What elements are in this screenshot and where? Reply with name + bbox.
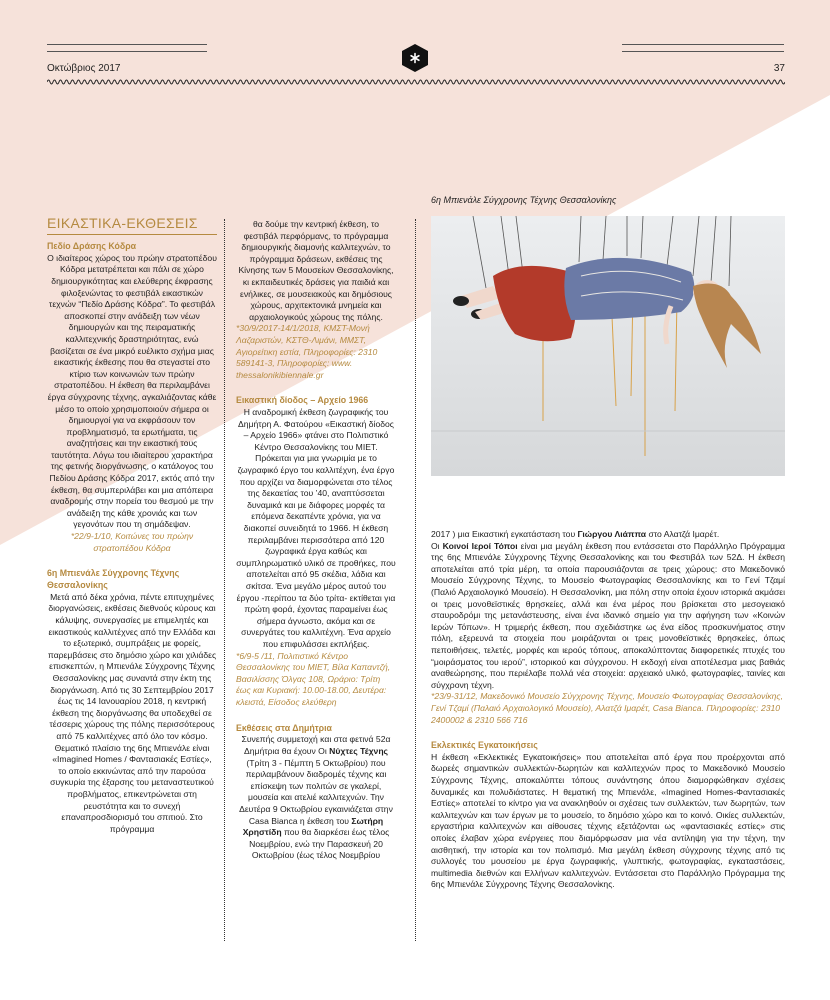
header-wavy-line xyxy=(47,78,785,86)
heading-kodra: Πεδίο Δράσης Κόδρα xyxy=(47,241,137,251)
header-rule-right xyxy=(622,44,784,52)
page-number: 37 xyxy=(773,63,785,74)
header-rule-left xyxy=(47,44,207,52)
column-3 xyxy=(431,529,785,891)
paragraph-kodra: Ο ιδιαίτερος χώρος του πρώην στρατοπέδου Κόδρα μετατρέπεται και πάλι σε χώρο δημιουργικότητας και ελεύθερης έκφρασης φιλοξενώντας το φεστιβάλ εικαστικών τεχνών “Πεδίο Δράσης Κόδρα”. Το φεστιβάλ αποσκοπεί στην ανάδειξη των νέων δημιουργών και της πειραματικής καλλιτεχνικής δραστηριότητας, ενώ βασίζεται σε ένα μικρό ευέλικτο σχήμα μιας εικαστικής έκθεσης που θα στεγαστεί στο κτίριο των κοινωνιών των πρώην στρατοπέδου. Η έκθεση θα περιλαμβάνει έργα σύγχρονης τέχνης, αγκαλιάζοντας κάθε μέσο το οποίο χρησιμοποιούν σήμερα οι δημιουργοί για να εκφράσουν τον προβληματισμό, τα ερωτήματα, τις αναζητήσεις και την εικαστική τους ταυτότητα. Λόγω του ιδιαίτερου χαρακτήρα της φετινής διοργάνωσης, ο κατάλογος του Πεδίου Δράσης Κόδρα 2017, εκτός από την έκθεση, θα συμπεριλάβει και μια απόπειρα αναδρομής στην πορεία του θεσμού με την ανάδειξη της κάθε χρονιάς και των γεγονότων που τη σημάδεψαν. xyxy=(47,252,217,530)
issue-date: Οκτώβριος 2017 xyxy=(47,63,121,74)
paragraph-liappas: 2017 ) μια Εικαστική εγκατάσταση του Γιώργου Λιάππα στο Αλατζά Ιμαρέτ. xyxy=(431,529,720,539)
column-2 xyxy=(236,219,396,862)
heading-archive-1966: Εικαστική δίοδος – Αρχείο 1966 xyxy=(236,395,369,406)
info-sacred-places: *23/9-31/12, Μακεδονικό Μουσείο Σύγχρονης Τέχνης, Μουσείο Φωτογραφίας Θεσσαλονίκης, Γενί Τζαμί (Παλαιό Αρχαιολογικό Μουσείο), Αλατζά Ιμαρέτ, Casa Bianca. Πληροφορίες: 2310 2400002 & 2310 566 716 xyxy=(431,691,783,725)
column-divider-2 xyxy=(415,219,416,941)
info-biennale: *30/9/2017-14/1/2018, ΚΜΣΤ-Μονή Λαζαριστών, ΚΣΤΘ-Λιμάνι, ΜΜΣΤ, Αγιορείτικη εστία, Πληροφορίες: 2310 589141-3, Πληροφορίες: www. thessalonikibiennale.gr xyxy=(236,323,378,380)
column-divider-1 xyxy=(224,219,225,941)
paragraph-archive-1966: Η αναδρομική έκθεση ζωγραφικής του Δημήτρη Α. Φατούρου «Εικαστική δίοδος – Αρχείο 1966» φτάνει στο Πολιτιστικό Κέντρο Θεσσαλονίκης του ΜΙΕΤ. Πρόκειται για μια γνωριμία με το ζωγραφικό έργο του καλλιτέχνη, ένα έργο που αρχίζει να διαμορφώνεται στο τέλος της δεκαετίας του ’40, αναπτύσσεται δυναμικά και με διάφορες μορφές τα επόμενα δεκαπέντε χρόνια, για να διακοπεί συνειδητά το 1966. Η έκθεση περιλαμβάνει περισσότερα από 120 ζωγραφικά έργα καθώς και συμπληρωματικό υλικό σε προθήκες, που αποτελείται από 95 σκέδια, λάδια και σκίτσα. Ένα μεγάλο μέρος αυτού του έργου -περίπου τα δύο τρίτα- εκτίθεται για πρώτη φορά, έχοντας παραμείνει έως σήμερα άγνωστο, ακόμα και σε συνεργάτες του καλλιτέχνη. Ένα αρχείο που επιφυλάσσει εκπλήξεις. xyxy=(236,407,396,649)
heading-eclectic: Εκλεκτικές Εγκατοικήσεις xyxy=(431,740,538,751)
paragraph-sacred-places: Οι Κοινοί Ιεροί Τόποι είναι μια μεγάλη έκθεση που εντάσσεται στο Παράλληλο Πρόγραμμα της 6ης Μπιενάλε Σύγχρονης Τέχνης Θεσσαλονίκης και του Φεστιβάλ των 52Δ. Η έκθεση αποτελείται από τρία μέρη, τα οποία παρουσιάζονται σε τρεις χώρους: στο Μακεδονικό Μουσείο Σύγχρονης Τέχνης, το Μουσείο Φωτογραφίας Θεσσαλονίκης και το Γενί Τζαμί (Παλιό Αρχαιολογικό Μουσείο). Η Θεσσαλονίκη, μια πόλη στην οποία έχουν ιστορικά ακμάσει οι τρεις μονοθεϊστικές θρησκείες, αλλά και ένα μέρος που βρίσκεται στο μεσογειακό σταυροδρόμι της μετανάστευσης, είναι ένα ιδανικό σημείο για την αφήγηση των «Κοινών Ιερών Τόπων». Η τριμερής έκθεση, που σχεδιάστηκε ως ένα είδος προσκυνήματος στην πόλη, εξερευνά τα στοιχεία που μοιράζονται οι τρεις μονοθεϊστικές θρησκείες, όπως πεποιθήσεις, τελετές, μορφές και ιερούς τόπους, αποκαλύπτοντας διαφορετικές πτυχές του “μοιράσματος του ιερού”, ιστορικού και σύγχρονου. Η εκδοχή είναι αποτέλεσμα μιας βαθιάς αναθεώρησης, που περιέλαβε πολλά νέα στοιχεία: αρχειακό υλικό, φωτογραφίες, ταινίες και σύγχρονη τέχνη. xyxy=(431,540,785,690)
info-kodra: *22/9-1/10, Κοιτώνες του πρώην στρατοπέδου Κόδρα xyxy=(70,531,194,553)
biennale-photo xyxy=(431,216,785,476)
column-1 xyxy=(47,215,217,835)
info-archive-1966: *6/9-5 /11, Πολιτιστικό Κέντρο Θεσσαλονίκης του ΜΙΕΤ, Βίλα Καπαντζή, Βασιλίσσης Όλγας 108, Ωράριο: Τρίτη έως και Κυριακή: 10.00-18.00, Δευτέρα: κλειστά, Είσοδος ελεύθερη xyxy=(236,650,391,707)
paragraph-dimitria: Συνεπής συμμετοχή και στα φετινά 52α Δημήτρια θα έχουν Οι Νύχτες Τέχνης (Τρίτη 3 - Πέμπτη 5 Οκτωβρίου) που περιλαμβάνουν διαδρομές τέχνης και επίσκεψη των πολιτών σε γκαλερί, μουσεία και ατελιέ καλλιτεχνών. Την Δευτέρα 9 Οκτωβρίου εγκαινιάζεται στην Casa Bianca η έκθεση του Σωτήρη Χρηστίδη που θα διαρκέσει έως τέλος Νοεμβρίου, ενώ την Παρασκευή 20 Οκτωβρίου (έως τέλος Νοεμβρίου xyxy=(239,734,393,861)
hexagon-star-icon xyxy=(402,44,428,72)
paragraph-biennale-cont: θα δούμε την κεντρική έκθεση, το φεστιβάλ περφόρμανς, το πρόγραμμα δημιουργικής διαμονής καλλιτεχνών, το πρόγραμμα δράσεων, εκθέσεις της Κίνησης των 5 Μουσείων Θεσσαλονίκης, κι εκπαιδευτικές δράσεις για παιδιά και ενήλικες, σε μουσειακούς και δημόσιους χώρους, αρχιτεκτονικά μνημεία και αρχαιολογικούς χώρους της πόλης. xyxy=(238,219,394,322)
paragraph-biennale: Μετά από δέκα χρόνια, πέντε επιτυχημένες διοργανώσεις, εκθέσεις διεθνούς κύρους και κάλυψης, συνεργασίες με επιμελητές και εικαστικούς καλλιτέχνες από την Ελλάδα και το εξωτερικό, συμπράξεις με φορείς, παρεμβάσεις στο δημόσιο χώρο και χιλιάδες επισκεπτών, η Μπιενάλε Σύγχρονης Τέχνης Θεσσαλονίκης μας συναντά στην έκτη της διοργάνωση. Από τις 30 Σεπτεμβρίου 2017 έως τις 14 Ιανουαρίου 2018, η κεντρική έκθεση της διοργάνωσης θα υποδεχθεί σε τέσσερις χώρους της πόλης περισσότερους από 75 καλλιτέχνες από όλο τον κόσμο. Θεματικό πλαίσιο της 6ης Μπιενάλε είναι «Imagined Homes / Φαντασιακές Εστίες», το οποίο εκκινώντας από την παρούσα συγκυρία της έξαρσης του μεταναστευτικού προβλήματος, επικεντρώνεται στη ρευστότητα και το συνεχή επαναπροσδιορισμό του σπιτιού. Στο πρόγραμμα xyxy=(47,591,217,834)
section-title: ΕΙΚΑΣΤΙΚΑ-ΕΚΘΕΣΕΙΣ xyxy=(47,215,217,235)
heading-biennale: 6η Μπιενάλε Σύγχρονης Τέχνης Θεσσαλονίκης xyxy=(47,568,180,591)
paragraph-eclectic: Η έκθεση «Εκλεκτικές Εγκατοικήσεις» που αποτελείται από έργα που προέρχονται από δωρεές σημαντικών συλλεκτών-δωρητών και καλλιτεχνών προς το Μακεδονικό Μουσείο Σύγχρονης Τέχνης, αποκαλύπτει τόπους συνάντησης όπου διαμορφώθηκαν σχέσεις δυναμικές και πολυδιάστατες. Η θεματική της Μπιενάλε, «Imagined Homes-Φαντασιακές Εστίες» αποτελεί το κίντρο για να ανακληθούν οι σχέσεις των συλλεκτών, των δωρητών, των καλλιτεχνών και των έργων με το μουσείο, το δημόσιο χώρο και το κοινό. Οικίες συλλεκτών, εργαστήρια καλλιτεχνών και αίθουσες τέχνης εξετάζονται ως «φαντασιακές εστίες» στις οποίες έλαβαν χώρα ενέργειες που διαμόρφωσαν μια νέα αντίληψη για την τέχνη, την αισθητική, την ιστορία και τον πολιτισμό. Μια μεγάλη έκθεση σύγχρονης τέχνης από τις συλλογές του μουσείου με έργα ζωγραφικής, γλυπτικής, φωτογραφίας, εγκαταστάσεις, multimedia διεθνών και Ελλήνων καλλιτεχνών. Εντάσσεται στο Παράλληλο Πρόγραμμα της 6ης Μπιενάλε Σύγχρονης Τέχνης Θεσσαλονίκης. xyxy=(431,751,785,890)
photo-caption: 6η Μπιενάλε Σύγχρονης Τέχνης Θεσσαλονίκης xyxy=(431,195,617,205)
heading-dimitria: Εκθέσεις στα Δημήτρια xyxy=(236,722,332,733)
